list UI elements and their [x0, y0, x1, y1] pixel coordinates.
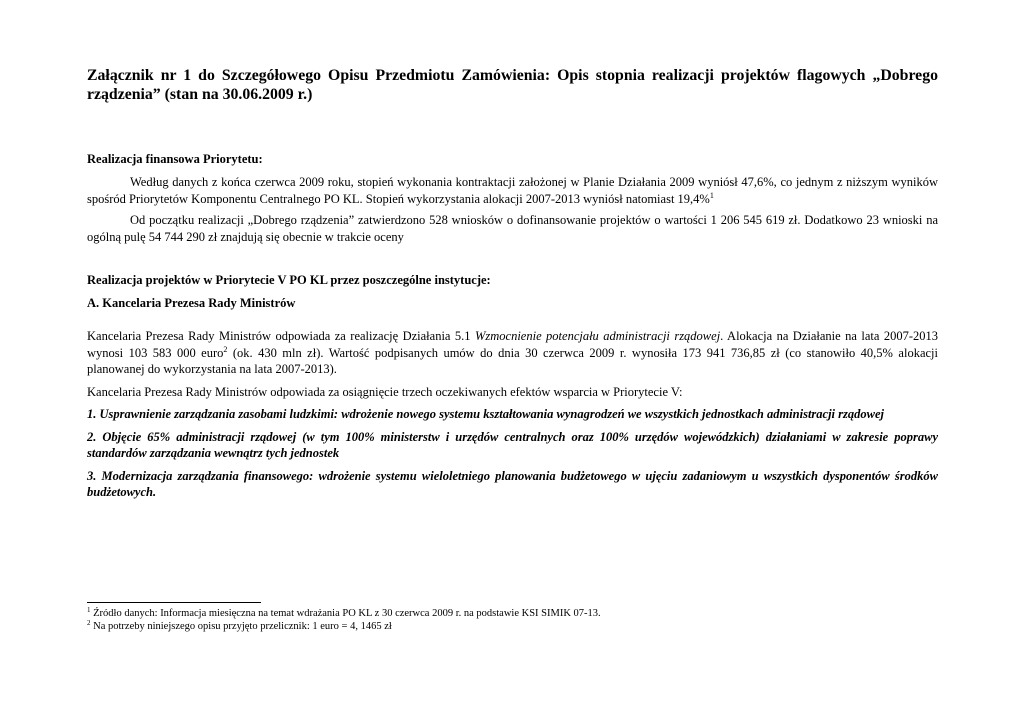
document-body: [87, 66, 938, 501]
footnote-1-number: 1: [87, 606, 91, 614]
financial-section-heading: Realizacja finansowa Priorytetu:: [87, 152, 263, 166]
document-title: Załącznik nr 1 do Szczegółowego Opisu Przedmiotu Zamówienia: Opis stopnia realizacji projektów flagowych „Dobrego rządzenia” (stan na 30.06.2009 r.): [87, 67, 938, 103]
financial-paragraph-1: [87, 174, 938, 207]
kprm-paragraph-1-a: Kancelaria Prezesa Rady Ministrów odpowiada za realizację Działania 5.1: [87, 329, 475, 343]
projects-section-heading: Realizacja projektów w Priorytecie V PO KL przez poszczególne instytucje:: [87, 273, 491, 287]
effect-item-2: 2. Objęcie 65% administracji rządowej (w tym 100% ministerstw i urzędów centralnych oraz 100% urzędów wojewódzkich) działaniami w zakresie poprawy standardów zarządzania wewnątrz tych jednostek: [87, 429, 938, 460]
kprm-paragraph-2: Kancelaria Prezesa Rady Ministrów odpowiada za osiągnięcie trzech oczekiwanych efektów wsparcia w Priorytecie V:: [87, 384, 683, 399]
kprm-paragraph-1-c: (ok. 430 mln zł). Wartość podpisanych umów do dnia 30 czerwca 2009 r. wynosiła 173 941 736,85 zł (co stanowiło 40,5% alokacji planowanej do wykorzystania na lata 2007-2013).: [87, 345, 938, 376]
effect-item-1: 1. Usprawnienie zarządzania zasobami ludzkimi: wdrożenie nowego systemu kształtowania wynagrodzeń we wszystkich jednostkach administracji rządowej: [87, 407, 884, 421]
financial-paragraph-2: Od początku realizacji „Dobrego rządzenia” zatwierdzono 528 wniosków o dofinansowanie projektów o wartości 1 206 545 619 zł. Dodatkowo 23 wnioski na ogólną pulę 54 744 290 zł znajdują się obecnie w trakcie oceny: [87, 213, 938, 244]
footnote-1-text: Źródło danych: Informacja miesięczna na temat wdrażania PO KL z 30 czerwca 2009 r. na podstawie KSI SIMIK 07-13.: [90, 608, 601, 619]
financial-paragraph-1-text: Według danych z końca czerwca 2009 roku, stopień wykonania kontraktacji założonej w Planie Działania 2009 wyniósł 47,6%, co jednym z niższym wyników spośród Priorytetów Komponentu Centralnego PO KL. Stopień wykorzystania alokacji 2007-2013 wyniósł natomiast 19,4%: [87, 175, 938, 206]
effect-item-3: 3. Modernizacja zarządzania finansowego: wdrożenie systemu wieloletniego planowania budżetowego w ujęciu zadaniowym u wszystkich dysponentów środków budżetowych.: [87, 468, 938, 499]
kprm-action-name: Wzmocnienie potencjału administracji rządowej: [474, 329, 721, 343]
kprm-paragraph-1: [87, 328, 938, 378]
footnote-2: [87, 620, 938, 633]
footnotes: [87, 607, 938, 633]
footnote-ref-2: 2: [223, 344, 228, 354]
footnote-2-number: 2: [87, 619, 91, 627]
footnote-ref-1: 1: [709, 190, 714, 200]
kprm-paragraph-1-b: . Alokacja na Działanie na lata 2007-2013 wynosi 103 583 000 euro: [87, 329, 938, 360]
footnote-separator: [87, 602, 261, 603]
footnote-1: [87, 607, 938, 620]
footnote-2-text: Na potrzeby niniejszego opisu przyjęto przelicznik: 1 euro = 4, 1465 zł: [90, 621, 392, 632]
institution-heading: A. Kancelaria Prezesa Rady Ministrów: [87, 296, 296, 310]
